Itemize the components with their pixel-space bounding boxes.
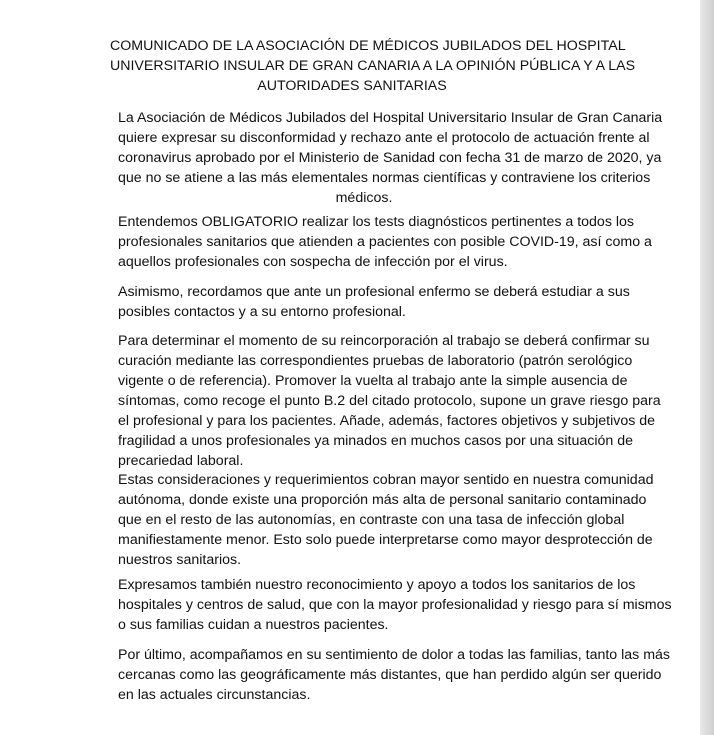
paragraph-line: curación mediante las correspondientes pruebas de laboratorio (patrón serológico [118,353,633,369]
paragraph-line: médicos. [335,190,393,206]
paragraph-line: profesionales sanitarios que atienden a pacientes con posible COVID-19, así como a [118,234,652,250]
paragraph-line: coronavirus aprobado por el Ministerio de Sanidad con fecha 31 de marzo de 2020, ya [118,150,662,166]
paragraph-line: fragilidad a unos profesionales ya minados en muchos casos por una situación de [118,433,634,449]
paragraph-disconformity [118,108,663,208]
background-edge [700,0,714,735]
paragraph-line: Expresamos también nuestro reconocimiento y apoyo a todos los sanitarios de los [118,577,636,593]
paragraph-line: Para determinar el momento de su reincorporación al trabajo se deberá confirmar su [118,333,650,349]
paragraph-line: La Asociación de Médicos Jubilados del Hospital Universitario Insular de Gran Canaria [118,110,663,126]
paragraph-contacts [118,282,630,322]
paragraph-line: manifiestamente menor. Esto solo puede interpretarse como mayor desprotección de [118,532,653,548]
title-line: UNIVERSITARIO INSULAR DE GRAN CANARIA A LA OPINIÓN PÚBLICA Y A LAS [110,58,636,74]
paragraph-line: cercanas como las geográficamente más distantes, que han perdido algún ser querido [118,667,662,683]
paragraph-line: aquellos profesionales con sospecha de infección por el virus. [118,254,508,270]
title-line: COMUNICADO DE LA ASOCIACIÓN DE MÉDICOS JUBILADOS DEL HOSPITAL [110,38,626,54]
title-line: AUTORIDADES SANITARIAS [257,78,447,94]
paragraph-line: en las actuales circunstancias. [118,687,311,703]
document-title [110,36,636,96]
paragraph-line: precariedad laboral. [118,453,244,469]
paragraph-line: o sus familias cuidan a nuestros pacientes. [118,617,389,633]
paragraph-line: que en el resto de las autonomías, en contraste con una tasa de infección global [118,512,625,528]
paragraph-line: síntomas, como recoge el punto B.2 del citado protocolo, supone un grave riesgo para [118,393,661,409]
paragraph-tests [118,212,652,272]
paragraph-recognition [118,575,672,635]
paragraph-line: Entendemos OBLIGATORIO realizar los tests diagnósticos pertinentes a todos los [118,214,634,230]
paragraph-line: Por último, acompañamos en su sentimiento de dolor a todas las familias, tanto las más [118,647,671,663]
paragraph-line: vigente o de referencia). Promover la vuelta al trabajo ante la simple ausencia de [118,373,628,389]
paragraph-reincorporation [118,331,661,471]
paragraph-line: Asimismo, recordamos que ante un profesional enfermo se deberá estudiar a sus [118,284,630,300]
paragraph-line: que no se atiene a las más elementales normas científicas y contraviene los criterios [118,170,651,186]
paragraph-line: posibles contactos y a su entorno profesional. [118,304,406,320]
paragraph-line: el profesional y para los pacientes. Añade, además, factores objetivos y subjetivos de [118,413,656,429]
paragraph-line: quiere expresar su disconformidad y rechazo ante el protocolo de actuación frente al [118,130,650,146]
paragraph-line: Estas consideraciones y requerimientos cobran mayor sentido en nuestra comunidad [118,472,654,488]
paragraph-line: hospitales y centros de salud, que con la mayor profesionalidad y riesgo para sí mismos [118,597,672,613]
paragraph-condolences [118,645,671,705]
paragraph-line: nuestros sanitarios. [118,552,242,568]
paragraph-line: autónoma, donde existe una proporción más alta de personal sanitario contaminado [118,492,647,508]
paragraph-community [118,470,654,570]
